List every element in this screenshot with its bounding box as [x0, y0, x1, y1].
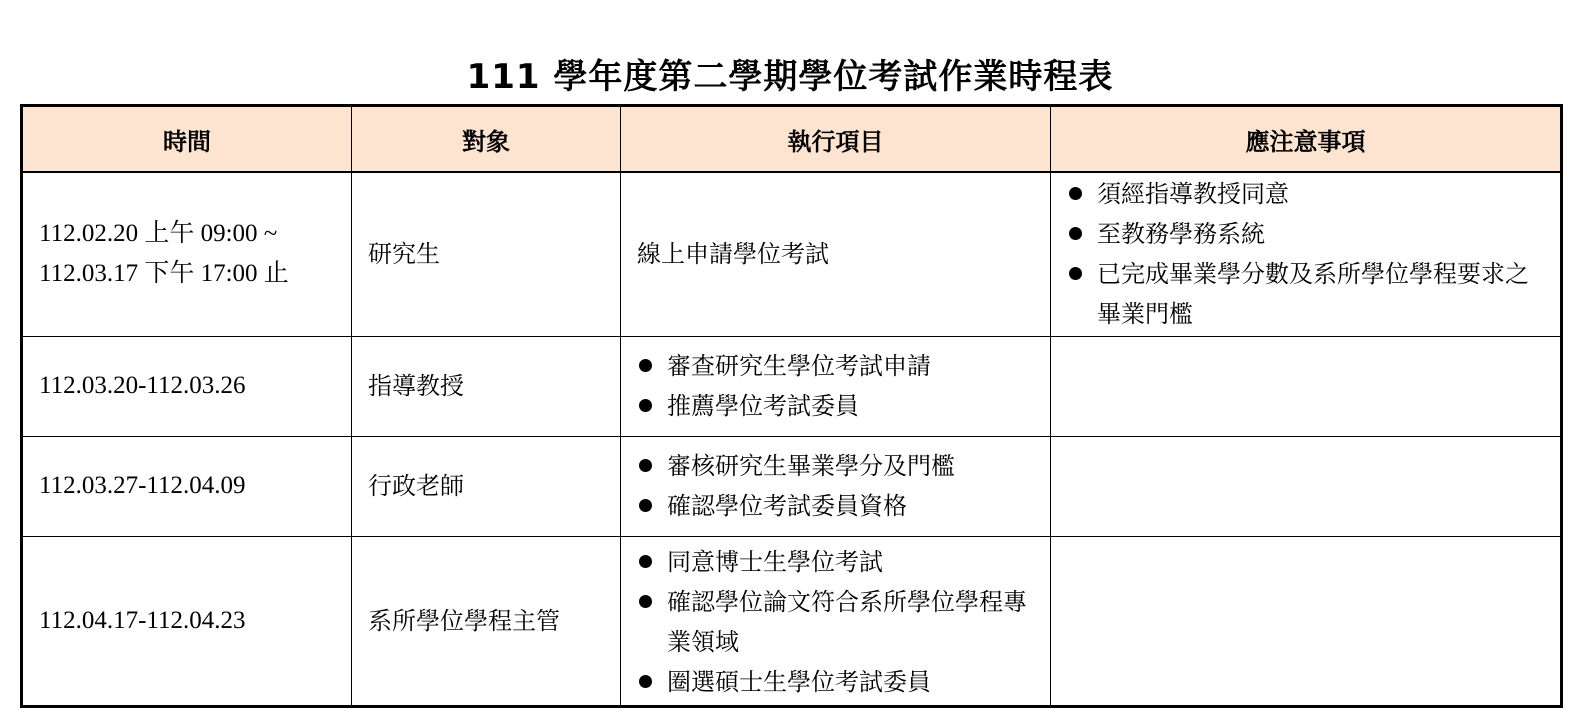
action-cell [621, 436, 1051, 536]
column-header-time: 時間 [22, 106, 352, 173]
notes-list [1067, 174, 1552, 334]
action-list [637, 446, 1042, 526]
time-cell: 112.03.20-112.03.26 [22, 336, 352, 436]
time-end: 112.03.17 下午 17:00 止 [39, 260, 289, 288]
action-item: 確認學位考試委員資格 [637, 486, 1042, 526]
action-list [637, 346, 1042, 426]
column-header-target: 對象 [352, 106, 621, 173]
time-start: 112.02.20 上午 09:00 ~ [39, 220, 278, 248]
notes-cell [1051, 536, 1562, 706]
document-title: 111 學年度第二學期學位考試作業時程表 [466, 56, 1114, 97]
target-cell: 研究生 [352, 172, 621, 336]
action-item: 同意博士生學位考試 [637, 542, 1042, 582]
time-cell [22, 172, 352, 336]
note-item: 須經指導教授同意 [1067, 174, 1552, 214]
action-item: 圈選碩士生學位考試委員 [637, 662, 1042, 702]
target-cell: 系所學位學程主管 [352, 536, 621, 706]
notes-cell [1051, 336, 1562, 436]
column-header-action: 執行項目 [621, 106, 1051, 173]
time-cell: 112.04.17-112.04.23 [22, 536, 352, 706]
table-row [22, 536, 1562, 706]
schedule-table [20, 104, 1563, 708]
target-cell: 指導教授 [352, 336, 621, 436]
action-item: 審查研究生學位考試申請 [637, 346, 1042, 386]
action-list [637, 542, 1042, 702]
action-item: 審核研究生畢業學分及門檻 [637, 446, 1042, 486]
action-cell: 線上申請學位考試 [621, 172, 1051, 336]
target-cell: 行政老師 [352, 436, 621, 536]
table-header-row [22, 106, 1562, 173]
action-cell [621, 336, 1051, 436]
action-item: 確認學位論文符合系所學位學程專業領域 [637, 582, 1042, 662]
action-item: 推薦學位考試委員 [637, 386, 1042, 426]
table-row [22, 172, 1562, 336]
action-cell [621, 536, 1051, 706]
time-cell: 112.03.27-112.04.09 [22, 436, 352, 536]
notes-cell [1051, 436, 1562, 536]
table-row [22, 336, 1562, 436]
column-header-notes: 應注意事項 [1051, 106, 1562, 173]
table-row [22, 436, 1562, 536]
notes-cell [1051, 172, 1562, 336]
note-item: 已完成畢業學分數及系所學位學程要求之畢業門檻 [1067, 254, 1552, 334]
note-item: 至教務學務系統 [1067, 214, 1552, 254]
